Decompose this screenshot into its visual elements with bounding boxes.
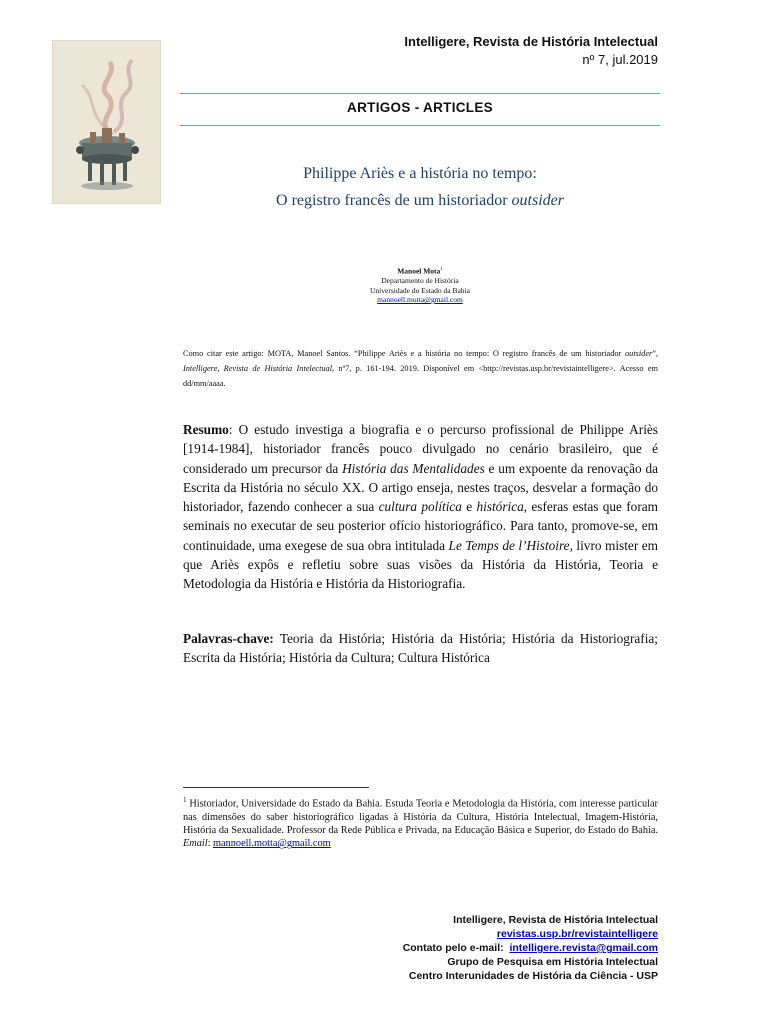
section-rule-bottom — [180, 125, 660, 126]
title-line-2-text: O registro francês de um historiador — [276, 192, 512, 209]
footnote-mark: 1 — [183, 796, 187, 804]
abstract-italic-2: cultura política — [378, 499, 462, 515]
author-university: Universidade do Estado da Bahia — [370, 285, 470, 295]
title-outsider: outsider — [511, 192, 564, 209]
citation-note — [183, 346, 658, 391]
journal-issue: nº 7, jul.2019 — [582, 52, 658, 67]
author-footnote-mark: 1 — [440, 267, 443, 272]
citation-part-1: Como citar este artigo: MOTA, Manoel Santos. “Philippe Ariès e a história no tempo: O registro francês de um historiador — [183, 349, 626, 358]
abstract-italic-4: Le Temps de l’Histoire, — [448, 537, 573, 553]
footer-center: Centro Interunidades de História da Ciência - USP — [408, 970, 658, 982]
keywords-text: Teoria da História; História da História; História da Historiografia; Escrita da História; História da Cultura; Cultura Histórica — [183, 631, 658, 666]
abstract — [183, 420, 658, 594]
footnote-text: Historiador, Universidade do Estado da Bahia. Estuda Teoria e Metodologia da História, com interesse particular nas dimensões do saber historiográfico ligadas à História da Cultura, História Intelectual, Imagem-História, História da Sexualidade. Professor da Rede Pública e Privada, na Educação Básica e Superior, do Estado do Bahia. — [183, 798, 658, 837]
footer-journal: Intelligere, Revista de História Intelectual — [453, 914, 658, 926]
footnote-email-label: Email — [183, 838, 208, 850]
abstract-italic-1: História das Mentalidades — [342, 460, 485, 476]
abstract-text-2: e um expoente da renovação da Escrita da História no século XX. O artigo enseja, nestes traços, desvelar a formação do historiador, fazendo conhecer a sua — [183, 460, 658, 515]
author-block — [180, 265, 660, 305]
footnote-email-sep: : — [207, 838, 214, 850]
footer-contact-label: Contato pelo e-mail: — [402, 942, 510, 954]
journal-header — [404, 33, 658, 69]
citation-outsider: outsider — [625, 349, 653, 358]
keywords-label: Palavras-chave: — [183, 631, 274, 646]
journal-title: Intelligere, Revista de História Intelectual — [404, 34, 658, 49]
section-label: ARTIGOS - ARTICLES — [347, 100, 493, 115]
author-name: Manoel Mota — [397, 266, 441, 276]
footnote-separator — [183, 787, 369, 788]
keywords — [183, 629, 658, 668]
abstract-text-3: e — [461, 499, 477, 515]
abstract-text-4: , esferas estas que foram seminais no executar de seu posterior ofício historiográfico. Para tanto, promove-se, em continuidade, uma exegese de sua obra intitulada — [183, 499, 658, 553]
abstract-text-5: livro mister em que Ariès expôs e refletiu sobre suas visões da História da História, Teoria e Metodologia da História e História da Historiografia. — [183, 537, 658, 592]
title-line-2 — [180, 187, 660, 214]
footer-site-link[interactable]: revistas.usp.br/revistaintelligere — [496, 928, 658, 940]
citation-journal: Intelligere, Revista de História Intelectual — [183, 364, 333, 373]
page-footer — [403, 913, 658, 983]
section-rule-top — [180, 93, 660, 94]
author-department: Departamento de História — [381, 276, 459, 285]
abstract-text-1: : O estudo investiga a biografia e o percurso profissional de Philippe Ariès [1914-1984], historiador francês pouco divulgado no cenário brasileiro, que é considerado um precursor da — [183, 422, 658, 476]
abstract-label: Resumo — [183, 422, 229, 437]
footnote-email-link[interactable]: mannoell.motta@gmail.com — [213, 838, 331, 850]
journal-cover-illustration — [52, 40, 161, 204]
footer-group: Grupo de Pesquisa em História Intelectual — [447, 956, 658, 968]
author-email-link[interactable]: mannoell.motta@gmail.com — [377, 295, 463, 304]
footer-contact-email-link[interactable]: intelligere.revista@gmail.com — [509, 942, 658, 954]
citation-part-2: ”, — [652, 349, 658, 358]
footnote — [183, 794, 658, 851]
article-title — [180, 160, 660, 214]
abstract-italic-3: histórica — [476, 499, 524, 515]
title-line-1: Philippe Ariès e a história no tempo: — [303, 165, 537, 182]
citation-part-3: , nº7, p. 161-194. 2019. Disponível em <http://revistas.usp.br/revistaintelligere>. Acesso em dd/mm/aaaa. — [183, 364, 658, 388]
